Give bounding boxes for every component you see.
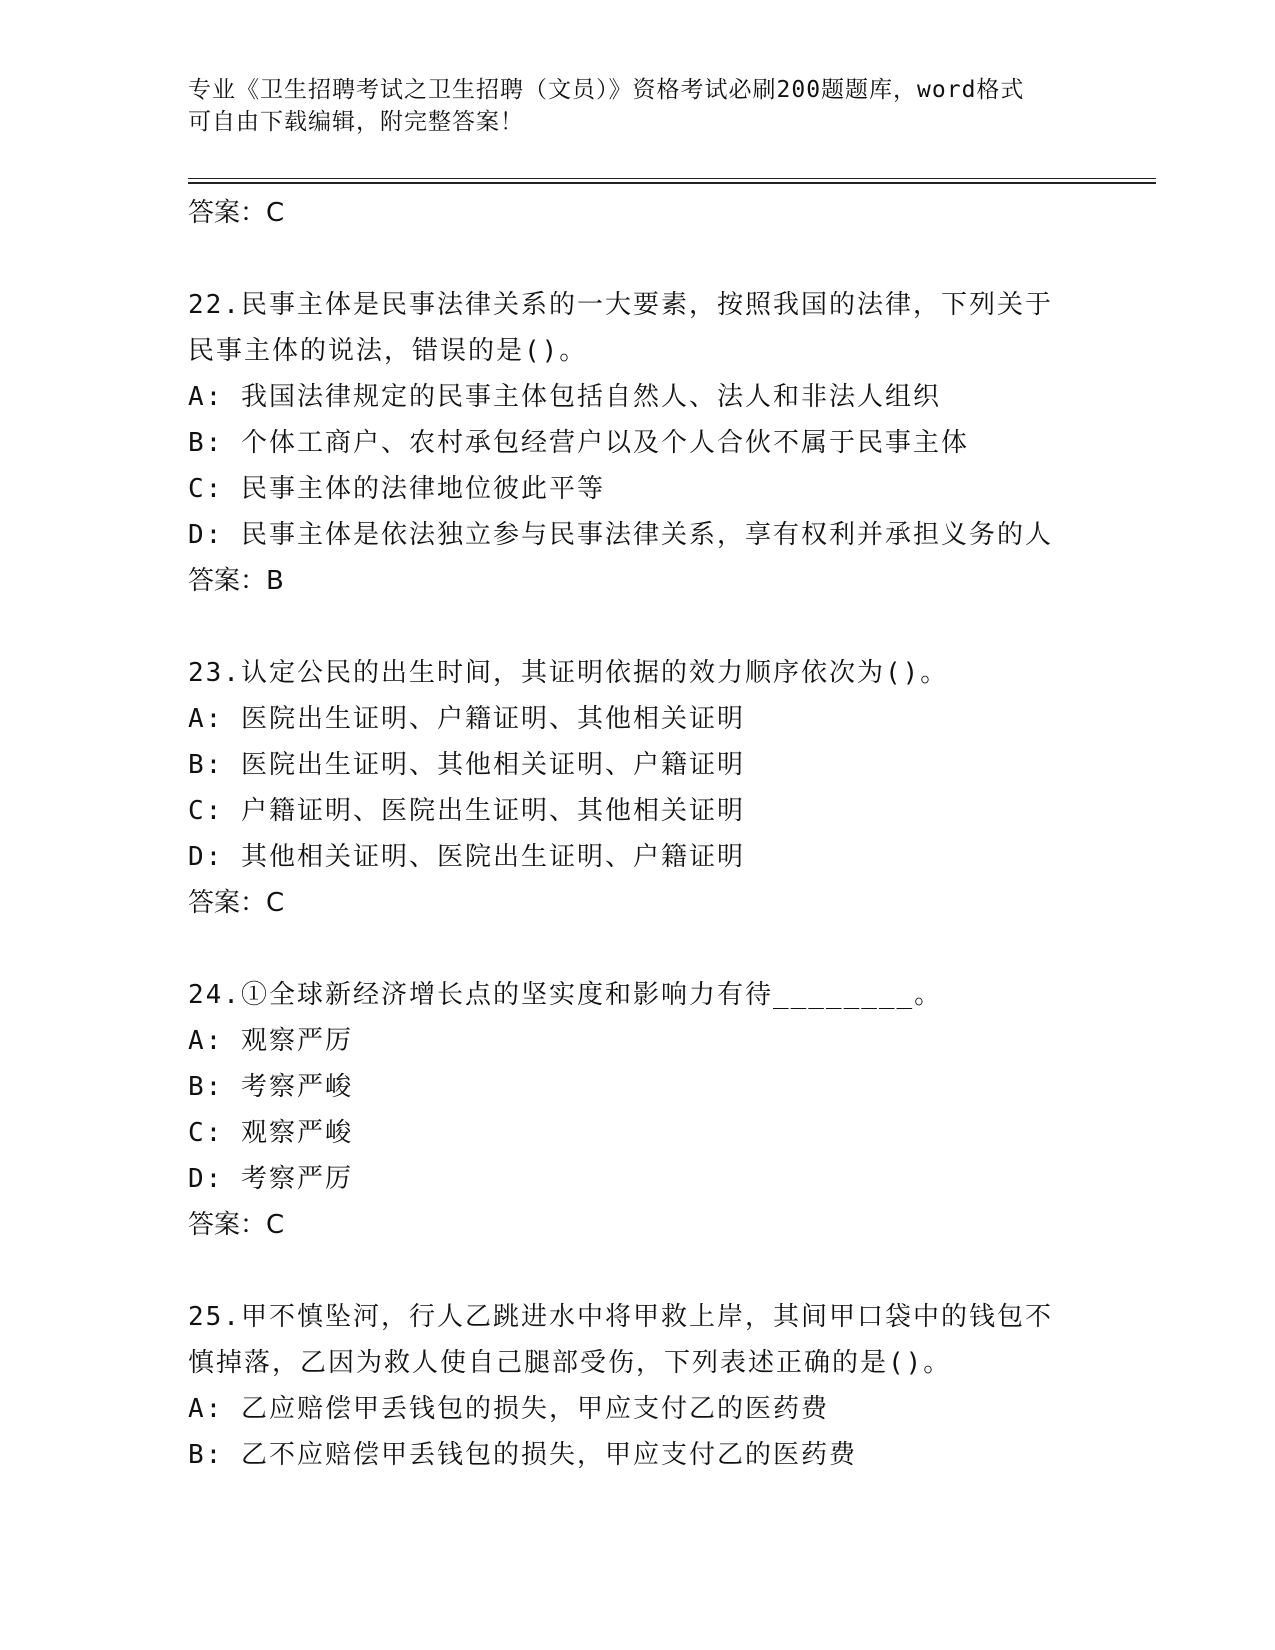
question-stem: 25.甲不慎坠河，行人乙跳进水中将甲救上岸，其间甲口袋中的钱包不 [188, 1302, 1053, 1332]
question-stem: 慎掉落，乙因为救人使自己腿部受伤，下列表述正确的是()。 [188, 1348, 952, 1378]
question-stem: 24.①全球新经济增长点的坚实度和影响力有待________。 [188, 980, 943, 1010]
header-divider-thick [188, 182, 1156, 184]
header-line-1: 专业《卫生招聘考试之卫生招聘（文员）》资格考试必刷200题题库，word格式 [188, 77, 1025, 103]
question-22 [188, 282, 1088, 604]
answer-text: 答案：B [188, 566, 284, 596]
question-23 [188, 650, 1088, 926]
answer-text: 答案：C [188, 1210, 285, 1240]
header-line-2: 可自由下载编辑，附完整答案！ [188, 109, 524, 135]
option-c: C: 观察严峻 [188, 1118, 353, 1148]
option-b: B: 考察严峻 [188, 1072, 353, 1102]
option-d: D: 考察严厉 [188, 1164, 353, 1194]
option-c: C: 民事主体的法律地位彼此平等 [188, 474, 605, 504]
option-a: A: 观察严厉 [188, 1026, 353, 1056]
document-body [188, 190, 1088, 1478]
option-c: C: 户籍证明、医院出生证明、其他相关证明 [188, 796, 745, 826]
header-divider-thin [188, 178, 1156, 179]
option-d: D: 其他相关证明、医院出生证明、户籍证明 [188, 842, 745, 872]
option-b: B: 个体工商户、农村承包经营户以及个人合伙不属于民事主体 [188, 428, 969, 458]
option-a: A: 我国法律规定的民事主体包括自然人、法人和非法人组织 [188, 382, 941, 412]
question-24 [188, 972, 1088, 1248]
question-stem: 23.认定公民的出生时间，其证明依据的效力顺序依次为()。 [188, 658, 949, 688]
option-b: B: 医院出生证明、其他相关证明、户籍证明 [188, 750, 745, 780]
question-stem: 22.民事主体是民事法律关系的一大要素，按照我国的法律，下列关于 [188, 290, 1053, 320]
answer-text: 答案：C [188, 198, 285, 228]
answer-text: 答案：C [188, 888, 285, 918]
question-stem: 民事主体的说法，错误的是()。 [188, 336, 588, 366]
option-a: A: 乙应赔偿甲丢钱包的损失，甲应支付乙的医药费 [188, 1394, 829, 1424]
document-header [188, 74, 1068, 138]
option-b: B: 乙不应赔偿甲丢钱包的损失，甲应支付乙的医药费 [188, 1440, 857, 1470]
option-a: A: 医院出生证明、户籍证明、其他相关证明 [188, 704, 745, 734]
option-d: D: 民事主体是依法独立参与民事法律关系，享有权利并承担义务的人 [188, 520, 1053, 550]
question-25 [188, 1294, 1088, 1478]
